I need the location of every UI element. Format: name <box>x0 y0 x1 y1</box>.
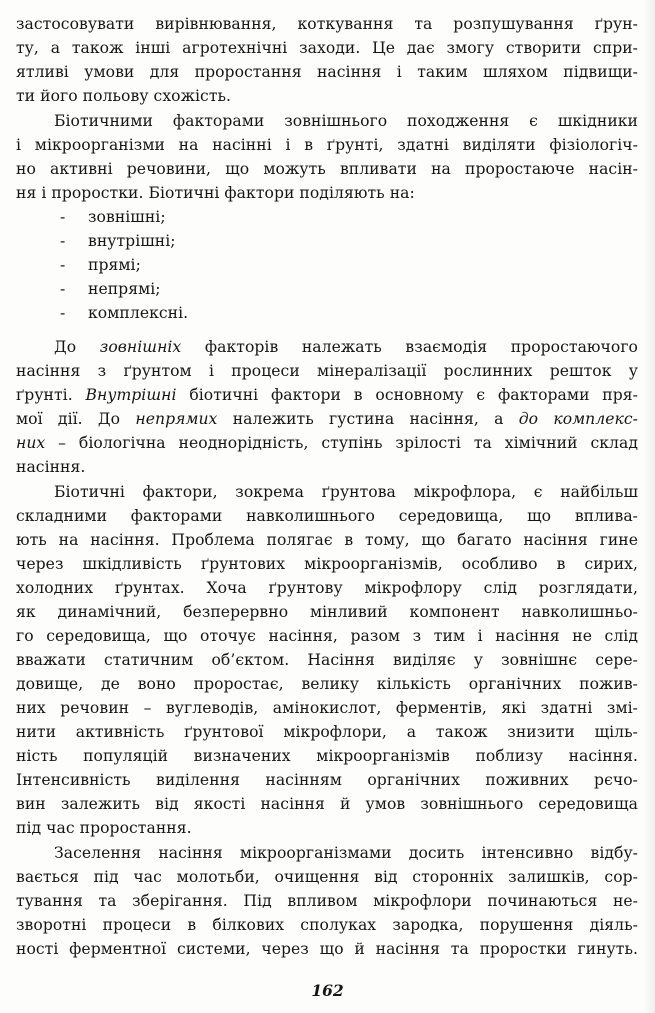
italic-term: непрямих <box>135 410 218 428</box>
text-line <box>16 408 638 430</box>
list-item-text: внутрішні; <box>88 232 176 250</box>
list-marker: - <box>60 208 66 226</box>
italic-term: зовнішніх <box>99 338 182 356</box>
list-item <box>60 278 360 300</box>
list-item-text: прямі; <box>88 256 141 274</box>
text-line: через шкідливість ґрунтових мікроорганізмів, особливо в сирих, <box>16 555 638 573</box>
text-line: вається під час молотьби, очищення від сторонніх залишків, сор- <box>16 868 638 886</box>
text-line: зворотні процеси в білкових сполуках зародка, порушення діяль- <box>16 916 638 934</box>
text-line: застосовувати вирівнювання, коткування та розпушування ґрун- <box>16 15 638 33</box>
list-marker: - <box>60 280 66 298</box>
italic-term: них <box>16 434 46 452</box>
text-line: ту, а також інші агротехнічні заходи. Це дає змогу створити спри- <box>16 39 638 57</box>
text-line: Інтенсивність виділення насінням органічних поживних рєчо- <box>16 771 638 789</box>
text-run: ґрунті. <box>16 386 86 404</box>
text-run: мої дії. До <box>16 410 136 428</box>
text-line: го середовища, що оточує насіння, разом з тим і насіння не слід <box>16 627 638 645</box>
text-line: них речовин – вуглеводів, амінокислот, ферментів, які здатні змі- <box>16 699 638 717</box>
list-item <box>60 254 360 276</box>
text-line: ятливі умови для проростання насіння і таким шляхом підвищи- <box>16 63 638 81</box>
text-line <box>16 384 638 406</box>
text-line: складними факторами навколишнього середовища, що вплива- <box>16 507 638 525</box>
scan-shadow <box>643 0 655 1013</box>
list-item <box>60 206 360 228</box>
text-run: факторів належать взаємодія проростаючого <box>181 338 638 356</box>
paragraph-first-line <box>54 336 638 358</box>
text-line: вважати статичним об’єктом. Насіння виділяє у зовнішнє сере- <box>16 651 638 669</box>
text-line: нити активність ґрунтової мікрофлори, а також знизити щіль- <box>16 723 638 741</box>
list-item <box>60 230 360 252</box>
paragraph-first-line: Заселення насіння мікроорганізмами досить інтенсивно відбу- <box>54 844 638 862</box>
list-item-text: непрямі; <box>88 280 161 298</box>
text-line: ності ферментної системи, через що й насіння та проростки гинуть. <box>16 940 638 958</box>
text-line: ня і проростки. Біотичні фактори поділяють на: <box>16 184 415 202</box>
list-item-text: комплексні. <box>88 304 189 322</box>
text-run: – біологічна неоднорідність, ступінь зрілості та хімічний склад <box>45 434 638 452</box>
text-line: насіння. <box>16 458 86 476</box>
text-line: ність популяцій визначених мікроорганізмів поблизу насіння. <box>16 747 638 765</box>
text-line: як динамічний, безперервно мінливий компонент навколишньо- <box>16 603 638 621</box>
text-line: холодних ґрунтах. Хоча ґрунтову мікрофлору слід розглядати, <box>16 579 638 597</box>
text-line: довище, де воно проростає, велику кількість органічних пожив- <box>16 675 638 693</box>
text-line: но активні речовини, що можуть впливати на проростаюче насін- <box>16 160 638 178</box>
text-line: вин залежить від якості насіння й умов зовнішнього середовища <box>16 795 638 813</box>
list-marker: - <box>60 232 66 250</box>
text-run: До <box>54 338 100 356</box>
page-number: 162 <box>311 981 344 1000</box>
list-marker: - <box>60 304 66 322</box>
text-line: ють на насіння. Проблема полягає в тому, що багато насіння гине <box>16 531 638 549</box>
text-line <box>16 432 638 454</box>
list-marker: - <box>60 256 66 274</box>
text-line: і мікроорганізми на насінні і в ґрунті, здатні виділяти фізіологіч- <box>16 136 638 154</box>
text-line: насіння з ґрунтом і процеси мінералізації рослинних решток у <box>16 362 638 380</box>
text-run: належить густина насіння, а <box>217 410 519 428</box>
text-line: під час проростання. <box>16 819 192 837</box>
text-line: ти його польову схожість. <box>16 87 232 105</box>
paragraph-first-line: Біотичні фактори, зокрема ґрунтова мікрофлора, є найбільш <box>54 483 638 501</box>
text-run: біотичні фактори в основному є факторами пря- <box>176 386 638 404</box>
text-line: тування та зберігання. Під впливом мікрофлори починаються не- <box>16 892 638 910</box>
italic-term: Внутрішні <box>85 386 177 404</box>
list-item-text: зовнішні; <box>88 208 166 226</box>
italic-term: до комплекс- <box>518 410 638 428</box>
list-item <box>60 302 360 324</box>
paragraph-first-line: Біотичними факторами зовнішнього походження є шкідники <box>54 112 638 130</box>
